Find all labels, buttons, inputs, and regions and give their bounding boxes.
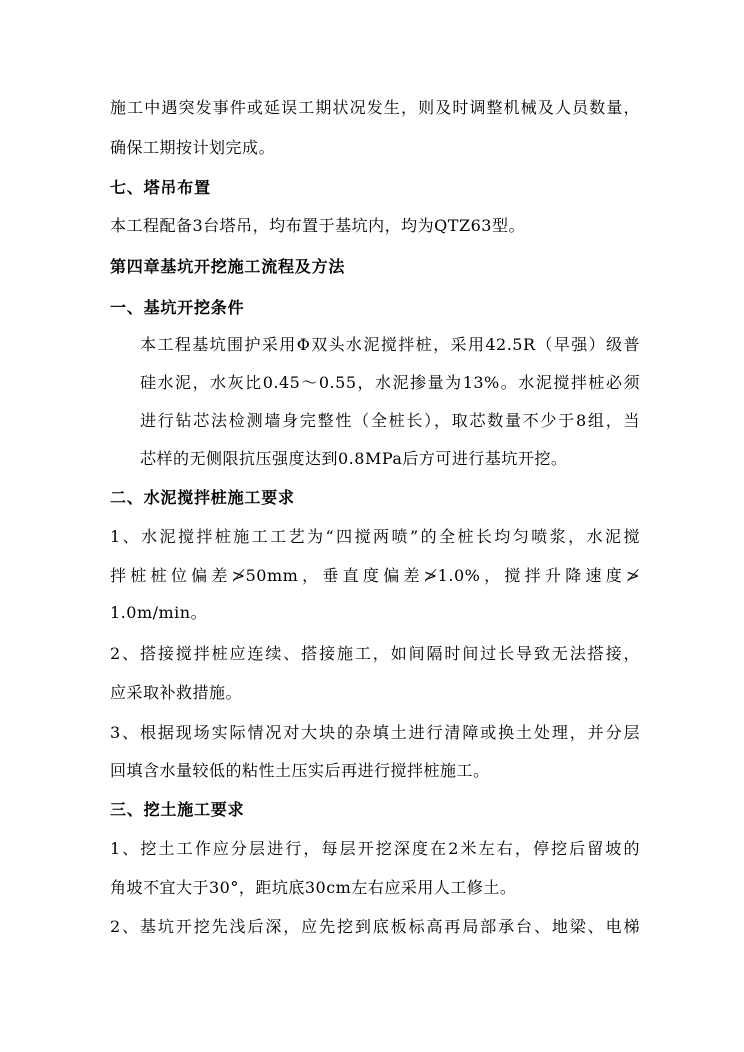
paragraph-line: 回填含水量较低的粘性土压实后再进行搅拌桩施工。 xyxy=(110,761,490,780)
paragraph-line: 本工程基坑围护采用Φ双头水泥搅拌桩，采用42.5R（早强）级普 xyxy=(140,335,640,354)
paragraph-line: 硅水泥，水灰比0.45～0.55，水泥掺量为13%。水泥搅拌桩必须 xyxy=(140,373,640,392)
paragraph-line: 本工程配备3台塔吊，均布置于基坑内，均为QTZ63型。 xyxy=(110,216,525,235)
paragraph-line: 应采取补救措施。 xyxy=(110,683,243,702)
chapter-heading: 第四章基坑开挖施工流程及方法 xyxy=(110,257,346,276)
paragraph-line: 3、根据现场实际情况对大块的杂填土进行清障或换土处理，并分层 xyxy=(110,723,640,742)
paragraph-line: 2、搭接搅拌桩应连续、搭接施工，如间隔时间过长导致无法搭接， xyxy=(110,644,640,663)
paragraph-line: 1、水泥搅拌桩施工工艺为“四搅两喷”的全桩长均匀喷浆，水泥搅 xyxy=(110,527,640,546)
paragraph-line: 拌桩桩位偏差≯50mm，垂直度偏差≯1.0%，搅拌升降速度≯ xyxy=(110,566,640,585)
paragraph-line: 1、挖土工作应分层进行，每层开挖深度在2米左右，停挖后留坡的 xyxy=(110,839,640,858)
section-heading-earthwork: 三、挖土施工要求 xyxy=(110,800,245,819)
section-heading-mixing-pile: 二、水泥搅拌桩施工要求 xyxy=(110,488,295,507)
paragraph-line: 芯样的无侧限抗压强度达到0.8MPa后方可进行基坑开挖。 xyxy=(140,449,568,468)
section-heading-tower-crane: 七、塔吊布置 xyxy=(110,178,211,197)
section-heading-excavation-conditions: 一、基坑开挖条件 xyxy=(110,298,245,317)
paragraph-line: 确保工期按计划完成。 xyxy=(110,138,276,157)
paragraph-line: 2、基坑开挖先浅后深，应先挖到底板标高再局部承台、地梁、电梯 xyxy=(110,917,640,936)
paragraph-line: 角坡不宜大于30°，距坑底30cm左右应采用人工修土。 xyxy=(110,878,517,897)
paragraph-line: 施工中遇突发事件或延误工期状况发生，则及时调整机械及人员数量， xyxy=(110,98,640,117)
paragraph-line: 进行钻芯法检测墙身完整性（全桩长），取芯数量不少于8组，当 xyxy=(140,411,640,430)
paragraph-line: 1.0m/min。 xyxy=(110,603,208,622)
